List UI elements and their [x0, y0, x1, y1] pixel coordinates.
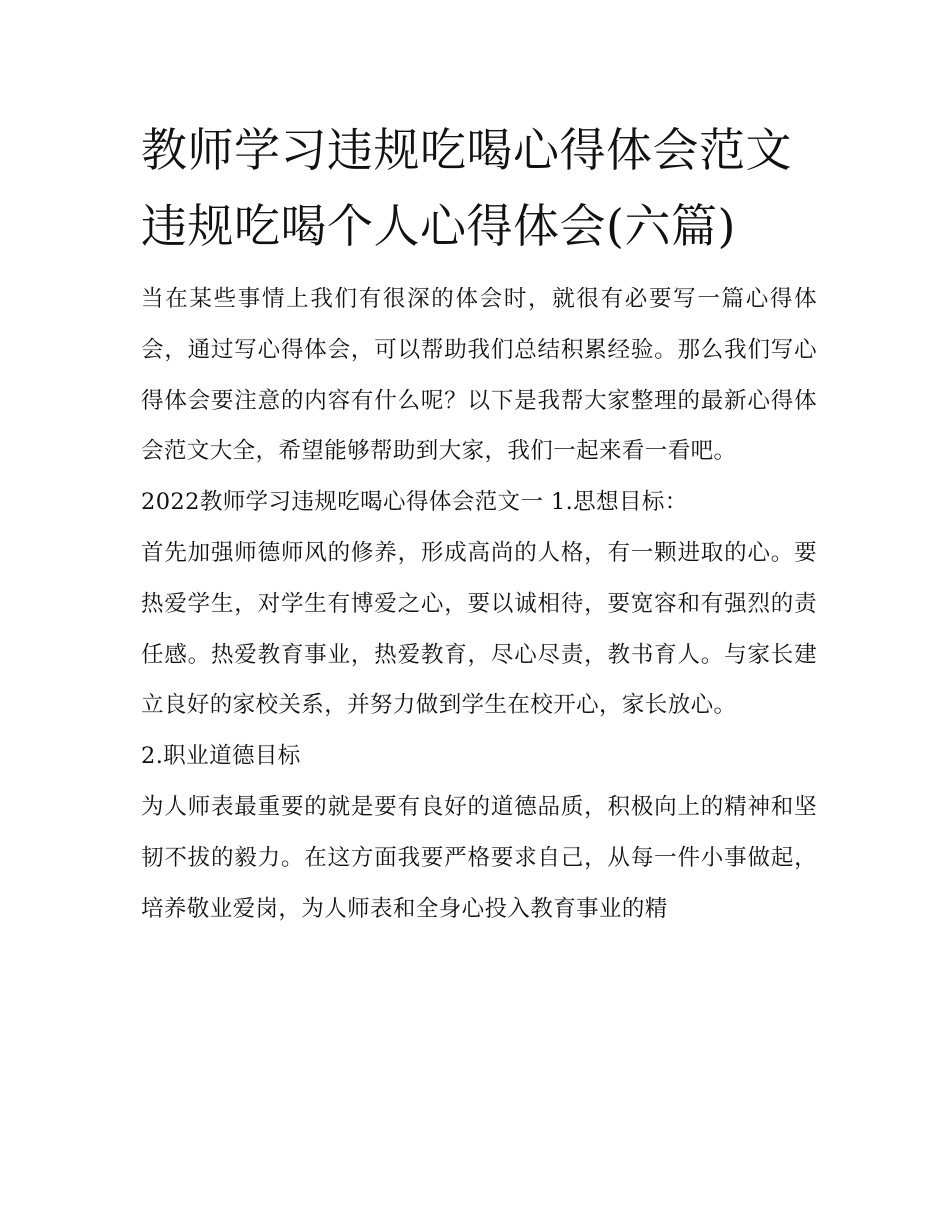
document-page	[141, 112, 817, 934]
body-paragraph-1: 首先加强师德师风的修养，形成高尚的人格，有一颗进取的心。要热爱学生，对学生有博爱之心，要以诚相待，要宽容和有强烈的责任感。热爱教育事业，热爱教育，尽心尽责，教书育人。与家长建立良好的家校关系，并努力做到学生在校开心，家长放心。	[141, 539, 817, 719]
document-title: 教师学习违规吃喝心得体会范文 违规吃喝个人心得体会(六篇)	[141, 123, 792, 253]
body-paragraph-2: 为人师表最重要的就是要有良好的道德品质，积极向上的精神和坚韧不拔的毅力。在这方面我要严格要求自己，从每一件小事做起，培养敬业爱岗，为人师表和全身心投入教育事业的精	[141, 793, 817, 922]
section-heading-2: 2.职业道德目标	[141, 743, 301, 770]
intro-paragraph: 当在某些事情上我们有很深的体会时，就很有必要写一篇心得体会，通过写心得体会，可以帮助我们总结积累经验。那么我们写心得体会要注意的内容有什么呢？以下是我帮大家整理的最新心得体会范文大全，希望能够帮助到大家，我们一起来看一看吧。	[141, 286, 817, 465]
section-heading-1: 2022教师学习违规吃喝心得体会范文一 1.思想目标：	[141, 489, 688, 516]
